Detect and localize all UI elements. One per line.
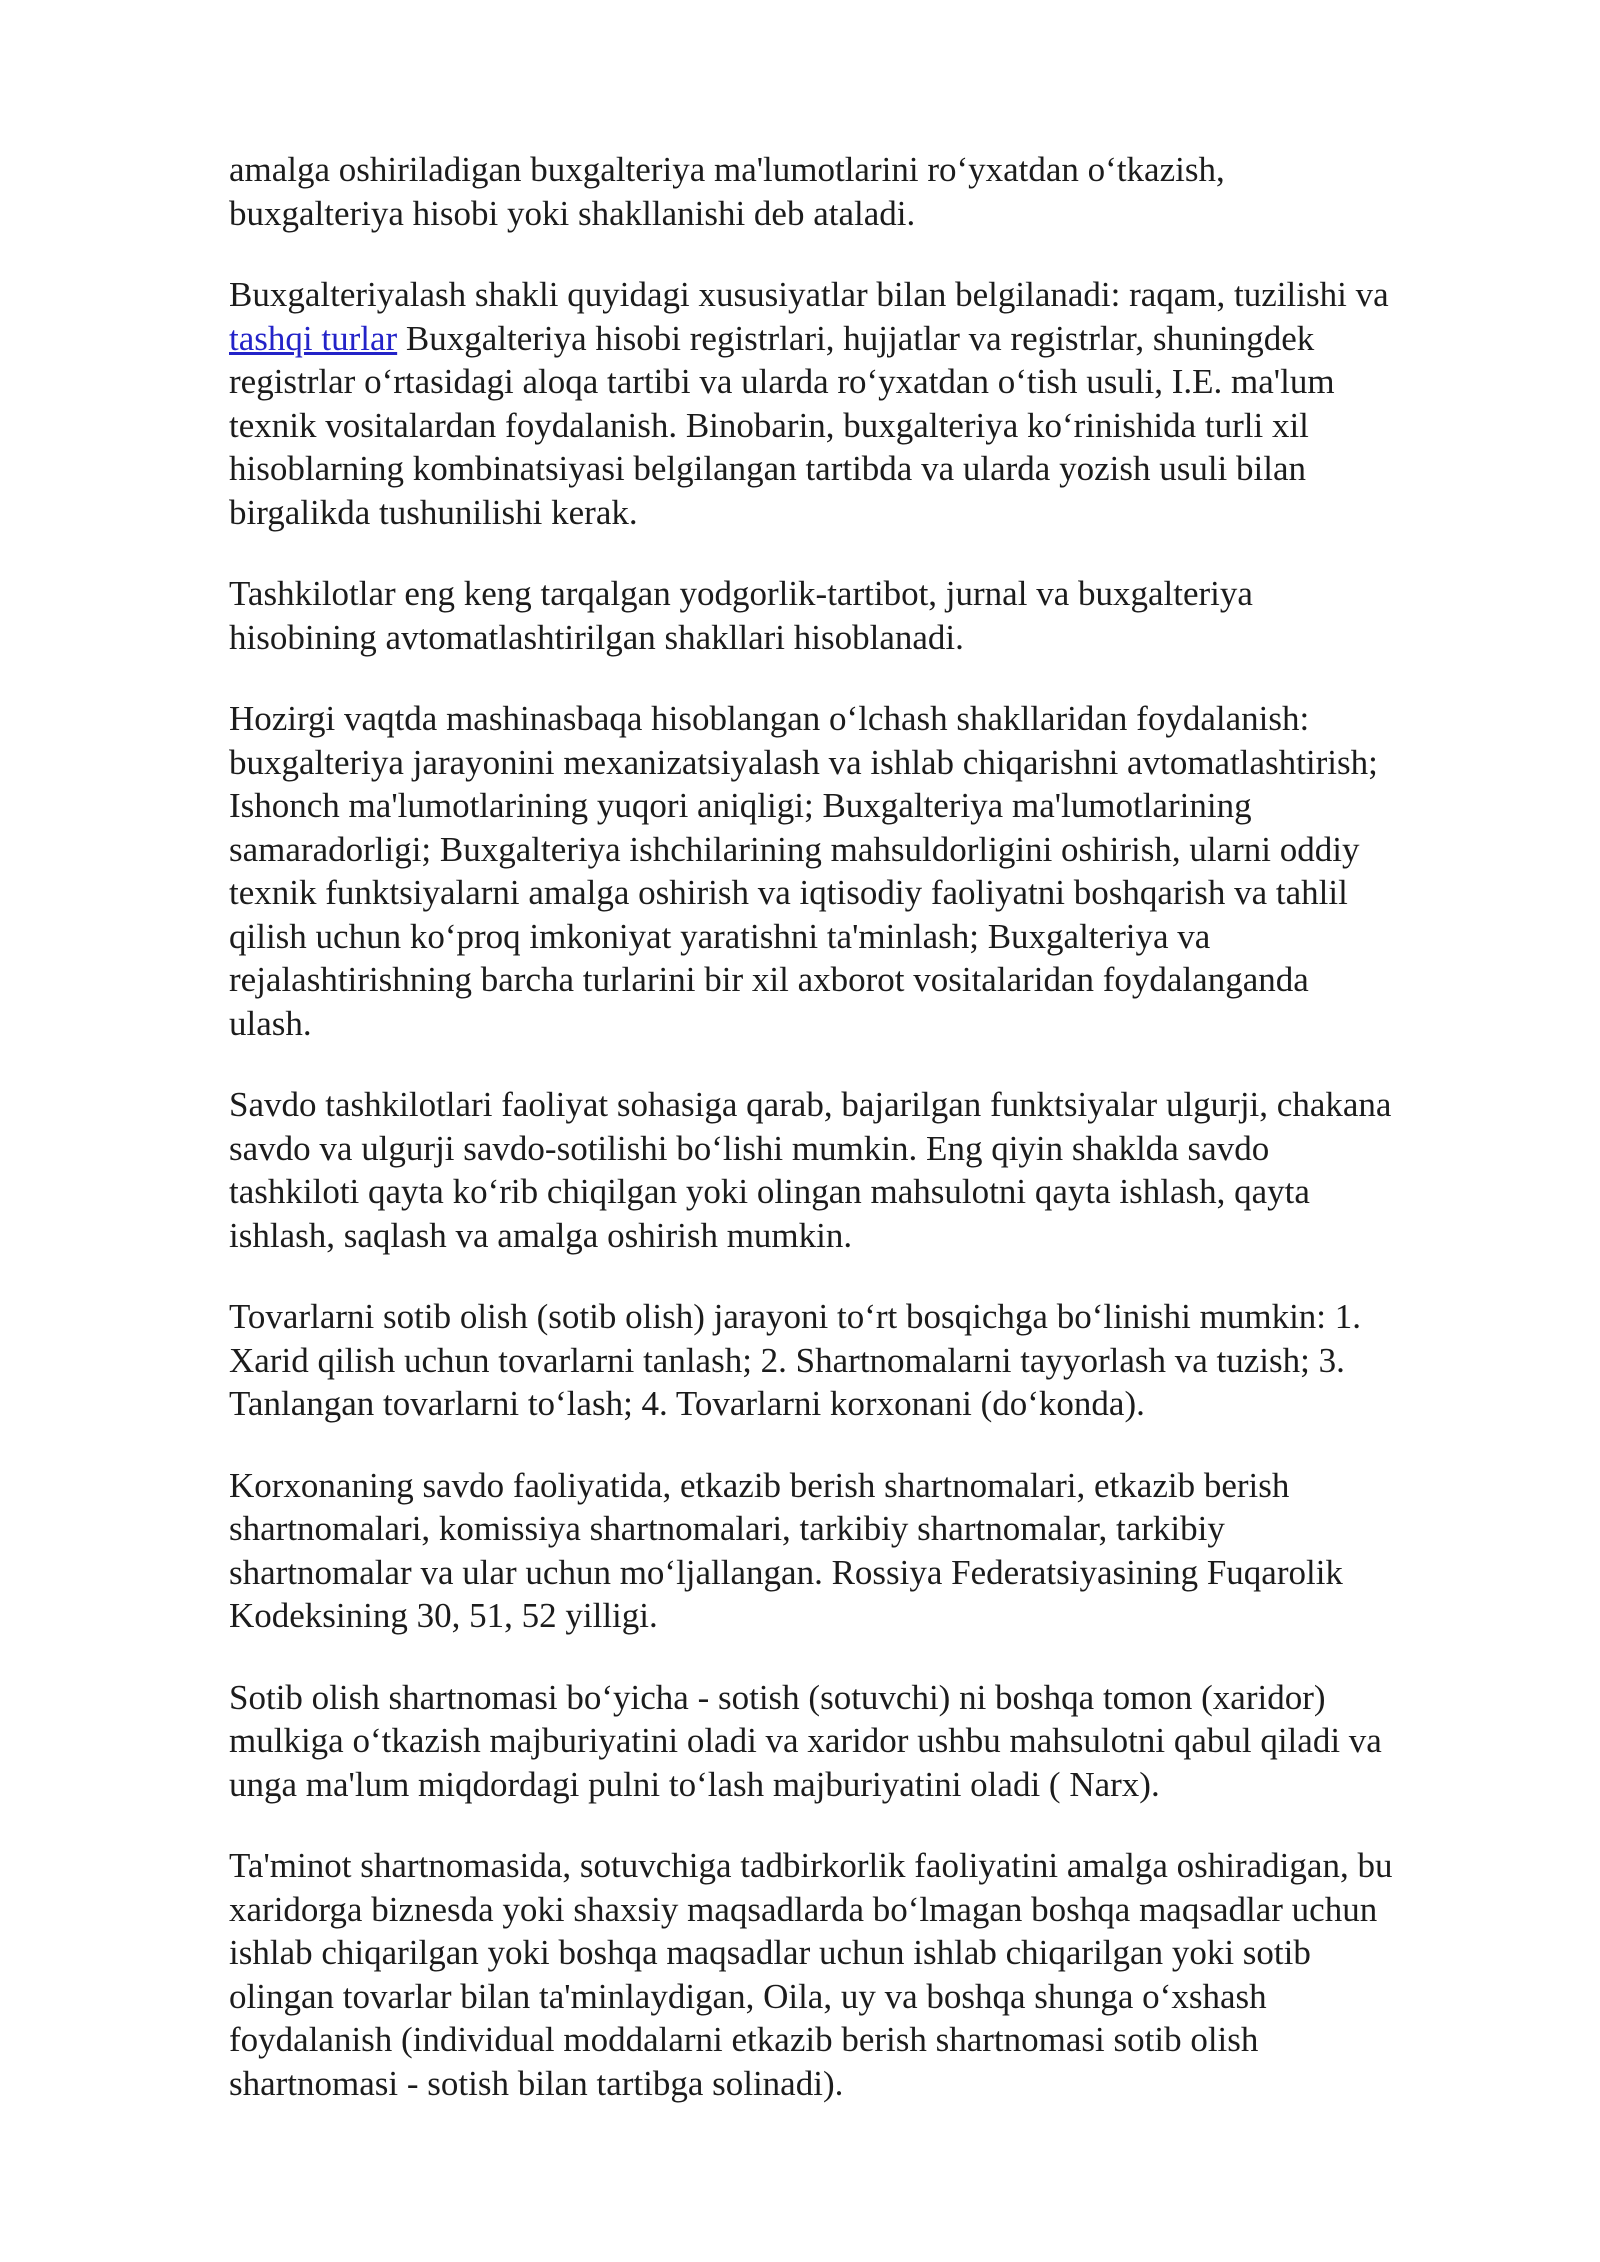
- text-line: Kodeksining 30, 51, 52 yilligi.: [229, 1596, 658, 1635]
- tashqi-turlar-link[interactable]: tashqi turlar: [229, 318, 398, 358]
- text-line: Tovarlarni sotib olish (sotib olish) jarayoni to‘rt bosqichga bo‘linishi mumkin: 1.: [229, 1297, 1362, 1336]
- text-line: shartnomalar va ular uchun mo‘ljallangan. Rossiya Federatsiyasining Fuqarolik: [229, 1552, 1343, 1592]
- text-line: birgalikda tushunilishi kerak.: [229, 492, 638, 532]
- paragraph-1: [229, 148, 1519, 235]
- text-line: buxgalteriya jarayonini mexanizatsiyalash va ishlab chiqarishni avtomatlashtirish;: [229, 742, 1378, 782]
- paragraph-8: [229, 1676, 1519, 1807]
- paragraph-6: [229, 1295, 1519, 1426]
- text-line: ishlash, saqlash va amalga oshirish mumkin.: [229, 1215, 853, 1255]
- paragraph-2: [229, 273, 1519, 534]
- text-line: amalga oshiriladigan buxgalteriya ma'lumotlarini ro‘yxatdan o‘tkazish,: [229, 150, 1225, 189]
- text-line: Tanlangan tovarlarni to‘lash; 4. Tovarlarni korxonani (do‘konda).: [229, 1384, 1145, 1423]
- text-line: tashkiloti qayta ko‘rib chiqilgan yoki olingan mahsulotni qayta ishlash, qayta: [229, 1172, 1310, 1211]
- text-after-link: Buxgalteriya hisobi registrlari, hujjatlar va registrlar, shuningdek: [397, 318, 1315, 358]
- text-line: hisoblarning kombinatsiyasi belgilangan tartibda va ularda yozish usuli bilan: [229, 449, 1307, 488]
- text-line: unga ma'lum miqdordagi pulni to‘lash majburiyatini oladi ( Narx).: [229, 1764, 1160, 1804]
- paragraph-4: [229, 697, 1519, 1045]
- paragraph-5: [229, 1083, 1519, 1257]
- text-line: texnik funktsiyalarni amalga oshirish va iqtisodiy faoliyatni boshqarish va tahlil: [229, 873, 1348, 912]
- text-line: Sotib olish shartnomasi bo‘yicha - sotish (sotuvchi) ni boshqa tomon (xaridor): [229, 1677, 1326, 1717]
- text-line: Ishonch ma'lumotlarining yuqori aniqligi; Buxgalteriya ma'lumotlarining: [229, 786, 1252, 825]
- text-line: Korxonaning savdo faoliyatida, etkazib berish shartnomalari, etkazib berish: [229, 1465, 1290, 1505]
- text-line: savdo va ulgurji savdo-sotilishi bo‘lishi mumkin. Eng qiyin shaklda savdo: [229, 1128, 1270, 1168]
- text-line-with-link: [229, 317, 1519, 361]
- text-line: texnik vositalardan foydalanish. Binobarin, buxgalteriya ko‘rinishida turli xil: [229, 405, 1309, 445]
- text-line: registrlar o‘rtasidagi aloqa tartibi va ularda ro‘yxatdan o‘tish usuli, I.E. ma'lum: [229, 362, 1335, 401]
- text-line: shartnomalari, komissiya shartnomalari, tarkibiy shartnomalar, tarkibiy: [229, 1509, 1225, 1548]
- text-line: Tashkilotlar eng keng tarqalgan yodgorlik-tartibot, jurnal va buxgalteriya: [229, 574, 1253, 613]
- text-line: Savdo tashkilotlari faoliyat sohasiga qarab, bajarilgan funktsiyalar ulgurji, chakana: [229, 1085, 1392, 1124]
- text-line: ishlab chiqarilgan yoki boshqa maqsadlar uchun ishlab chiqarilgan yoki sotib: [229, 1933, 1311, 1972]
- text-line: foydalanish (individual moddalarni etkazib berish shartnomasi sotib olish: [229, 2020, 1259, 2059]
- text-line: Hozirgi vaqtda mashinasbaqa hisoblangan o‘lchash shakllaridan foydalanish:: [229, 699, 1310, 738]
- paragraph-9: [229, 1844, 1519, 2105]
- text-line: shartnomasi - sotish bilan tartibga solinadi).: [229, 2063, 844, 2103]
- text-line: xaridorga biznesda yoki shaxsiy maqsadlarda bo‘lmagan boshqa maqsadlar uchun: [229, 1889, 1378, 1929]
- text-line: Ta'minot shartnomasida, sotuvchiga tadbirkorlik faoliyatini amalga oshiradigan, bu: [229, 1846, 1393, 1885]
- text-line: qilish uchun ko‘proq imkoniyat yaratishni ta'minlash; Buxgalteriya va: [229, 916, 1211, 956]
- text-line: ulash.: [229, 1003, 312, 1043]
- text-line: hisobining avtomatlashtirilgan shakllari hisoblanadi.: [229, 617, 964, 657]
- paragraph-7: [229, 1464, 1519, 1638]
- paragraph-3: [229, 572, 1519, 659]
- document-page: [229, 148, 1519, 2143]
- text-line: Buxgalteriyalash shakli quyidagi xususiyatlar bilan belgilanadi: raqam, tuzilishi va: [229, 275, 1389, 314]
- text-line: Xarid qilish uchun tovarlarni tanlash; 2. Shartnomalarni tayyorlash va tuzish; 3.: [229, 1340, 1345, 1380]
- text-line: rejalashtirishning barcha turlarini bir xil axborot vositalaridan foydalanganda: [229, 960, 1309, 999]
- text-line: olingan tovarlar bilan ta'minlaydigan, Oila, uy va boshqa shunga o‘xshash: [229, 1976, 1267, 2016]
- text-line: buxgalteriya hisobi yoki shakllanishi deb ataladi.: [229, 193, 916, 233]
- text-line: mulkiga o‘tkazish majburiyatini oladi va xaridor ushbu mahsulotni qabul qiladi va: [229, 1721, 1382, 1760]
- text-line: samaradorligi; Buxgalteriya ishchilarining mahsuldorligini oshirish, ularni oddiy: [229, 829, 1360, 869]
